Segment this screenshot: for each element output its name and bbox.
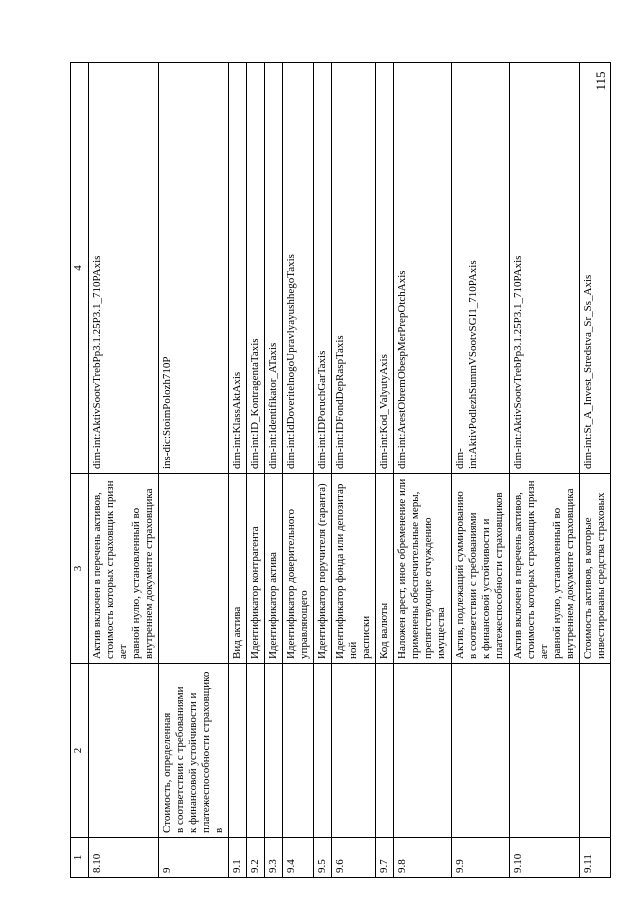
taxonomy-element-cell: dim-int:KlassAktAxis [229, 63, 247, 474]
indicator-name-cell [332, 664, 376, 838]
table-row [376, 63, 394, 878]
table-row [580, 63, 611, 878]
row-number-cell: 9.8 [394, 838, 452, 878]
attribute-name-cell: Код валюты [376, 474, 394, 664]
table-row [332, 63, 376, 878]
header-cell-4: 4 [71, 63, 89, 474]
taxonomy-element-cell: dim- int:AktivPodlezhSummVSootvSGI1_710PAxis [452, 63, 510, 474]
attribute-name-cell: Идентификатор актива [265, 474, 283, 664]
taxonomy-element-cell: dim-int:IdDoveritelnogoUpravlyayushhegoTaxis [283, 63, 314, 474]
row-number-cell: 9.2 [247, 838, 265, 878]
attribute-name-cell: Стоимость активов, в которые инвестированы средства страховых [580, 474, 611, 664]
taxonomy-element-cell: dim-int:Kod_ValyutyAxis [376, 63, 394, 474]
header-cell-2: 2 [71, 664, 89, 838]
indicator-name-cell [452, 664, 510, 838]
table-row [314, 63, 332, 878]
taxonomy-element-cell: dim-int:IDFondDepRaspTaxis [332, 63, 376, 474]
taxonomy-element-cell: dim-int:IDPoruchGarTaxis [314, 63, 332, 474]
indicator-name-cell: Стоимость, определенная в соответствии с требованиями к финансовой устойчивости и платежеспособности страховщиков [159, 664, 229, 838]
row-number-cell: 9 [159, 838, 229, 878]
indicator-name-cell [89, 664, 159, 838]
indicator-name-cell [247, 664, 265, 838]
row-number-cell: 9.5 [314, 838, 332, 878]
indicator-name-cell [510, 664, 580, 838]
page-number: 115 [593, 71, 608, 91]
indicator-name-cell [314, 664, 332, 838]
taxonomy-element-cell: dim-int:AktivSootvTrebPp3.1.25P3.1_710PAxis [89, 63, 159, 474]
taxonomy-element-cell: ins-dic:StoimPolozh710P [159, 63, 229, 474]
row-number-cell: 9.4 [283, 838, 314, 878]
table-row [394, 63, 452, 878]
attribute-name-cell: Идентификатор фонда или депозитарной расписки [332, 474, 376, 664]
table-row [452, 63, 510, 878]
row-number-cell: 9.1 [229, 838, 247, 878]
table-row [229, 63, 247, 878]
attribute-name-cell [159, 474, 229, 664]
row-number-cell: 9.6 [332, 838, 376, 878]
header-row [71, 63, 89, 878]
taxonomy-element-cell: dim-int:ArestObremObespMerPrepOtchAxis [394, 63, 452, 474]
indicator-name-cell [283, 664, 314, 838]
taxonomy-table [70, 62, 611, 878]
row-number-cell: 8.10 [89, 838, 159, 878]
indicator-name-cell [229, 664, 247, 838]
indicator-name-cell [580, 664, 611, 838]
row-number-cell: 9.7 [376, 838, 394, 878]
row-number-cell: 9.10 [510, 838, 580, 878]
indicator-name-cell [265, 664, 283, 838]
attribute-name-cell: Актив, подлежащий суммированию в соответствии с требованиями к финансовой устойчивости и платежеспособности страховщиков [452, 474, 510, 664]
indicator-name-cell [394, 664, 452, 838]
row-number-cell: 9.11 [580, 838, 611, 878]
table-row [283, 63, 314, 878]
taxonomy-element-cell: dim-int:Identifikator_ATaxis [265, 63, 283, 474]
attribute-name-cell: Идентификатор поручителя (гаранта) [314, 474, 332, 664]
taxonomy-element-cell: dim-int:AktivSootvTrebPp3.1.25P3.1_710PAxis [510, 63, 580, 474]
header-cell-3: 3 [71, 474, 89, 664]
attribute-name-cell: Идентификатор контрагента [247, 474, 265, 664]
table-row [159, 63, 229, 878]
attribute-name-cell: Наложен арест, иное обременение или применены обеспечительные меры, препятствующие отчуждению имущества [394, 474, 452, 664]
attribute-name-cell: Актив включен в перечень активов, стоимость которых страховщик признает равной нулю, установленный во внутреннем документе страховщика [89, 474, 159, 664]
header-cell-1: 1 [71, 838, 89, 878]
indicator-name-cell [376, 664, 394, 838]
table-row [89, 63, 159, 878]
taxonomy-element-cell: dim-int:St_A_Invest_Stredstva_Sr_Ss_Axis [580, 63, 611, 474]
taxonomy-element-cell: dim-int:ID_KontragentaTaxis [247, 63, 265, 474]
attribute-name-cell: Актив включен в перечень активов, стоимость которых страховщик признает равной нулю, установленный во внутреннем документе страховщика [510, 474, 580, 664]
row-number-cell: 9.3 [265, 838, 283, 878]
attribute-name-cell: Идентификатор доверительного управляющего [283, 474, 314, 664]
attribute-name-cell: Вид актива [229, 474, 247, 664]
row-number-cell: 9.9 [452, 838, 510, 878]
table-row [265, 63, 283, 878]
table-row [247, 63, 265, 878]
table-row [510, 63, 580, 878]
